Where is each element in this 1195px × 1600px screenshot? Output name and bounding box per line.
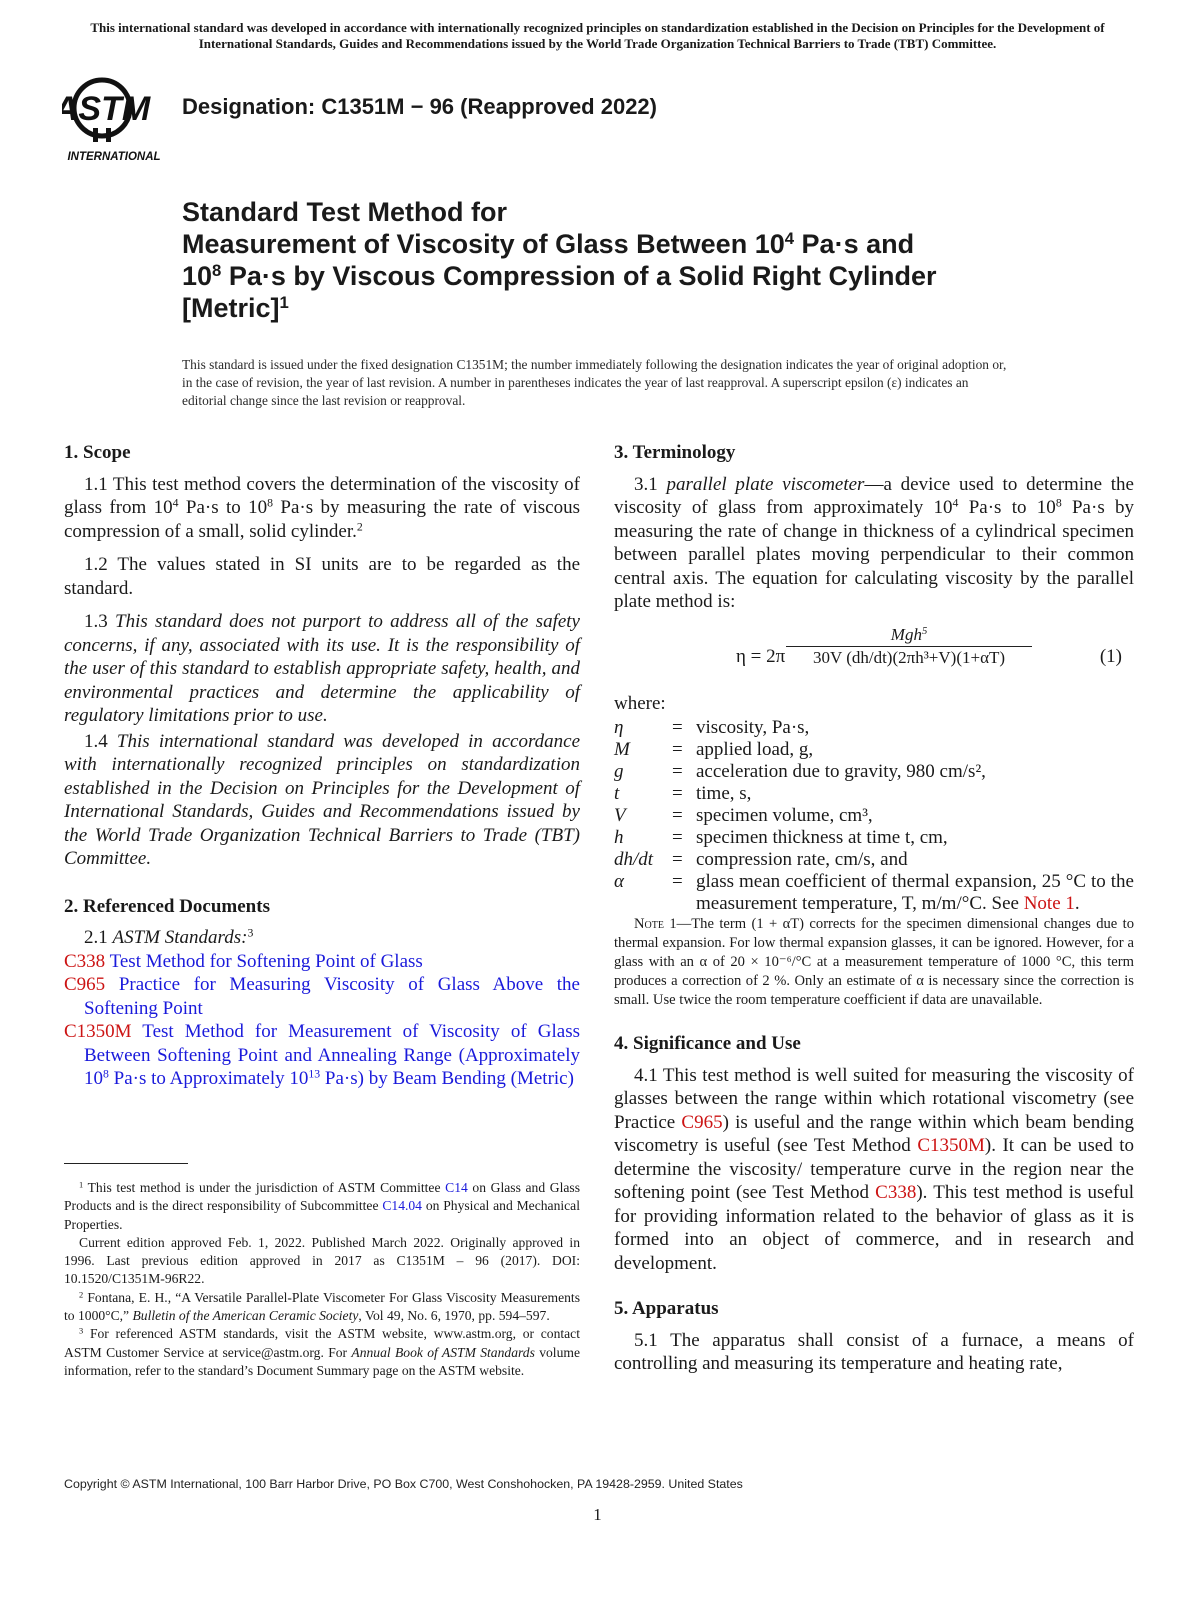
paragraph-4-1: 4.1 This test method is well suited for measuring the viscosity of glasses between the range within which rotational viscometry (see Practice C965) is useful and the range within which beam bending viscometry is useful (see Test Method C1350M). It can be used to determine the viscosity/ temperature curve in the region near the softening point (see Test Method C338). This test method is useful for providing information related to the behavior of glass as it is formed into an object of commerce, and in research and development. (614, 1064, 1135, 1274)
paragraph-1-4: 1.4 This international standard was developed in accordance with internationally recognized principles on standardization established in the Decision on Principles for the Development of International Standards, Guides and Recommendations issued by the World Trade Organization Technical Barriers to Trade (TBT) Committee. (64, 730, 581, 869)
section-heading-referenced-documents: 2. Referenced Documents (64, 895, 270, 917)
link-c14[interactable]: C14 (445, 1180, 468, 1195)
left-column (64, 441, 580, 1091)
title-line-2: Measurement of Viscosity of Glass Between $10^4$ Pa·s and (182, 228, 915, 259)
link-c338[interactable]: C338 (875, 1182, 917, 1203)
variable-definitions (614, 717, 1134, 915)
list-item: t = time, s, (614, 783, 752, 804)
paragraph-1-2: 1.2 The values stated in SI units are to be regarded as the standard. (64, 554, 580, 599)
list-item: η = viscosity, Pa·s, (614, 717, 810, 738)
list-item: M = applied load, g, (614, 739, 814, 760)
footnote-2: $^2$ Fontana, E. H., “A Versatile Parallel-Plate Viscometer For Glass Viscosity Measurements to 1000°C,” Bulletin of the American Ceramic Society, Vol 49, No. 6, 1970, pp. 594–597. (64, 1289, 580, 1324)
link-note-1[interactable]: Note 1 (1023, 893, 1075, 914)
astm-standards-label: 2.1 ASTM Standards:$^3$ (84, 926, 254, 948)
page-number: 1 (593, 1505, 602, 1524)
equation-denominator: 30V (dh/dt)(2πh³+V)(1+αT) (812, 647, 1006, 667)
paragraph-1-3: 1.3 This standard does not purport to address all of the safety concerns, if any, associated with its use. It is the responsibility of the user of this standard to establish appropriate safety, health, and environmental practices and determine the applicability of regulatory limitations prior to use. (64, 611, 580, 726)
equation-fraction (784, 624, 1034, 669)
section-heading-significance: 4. Significance and Use (614, 1033, 801, 1054)
title-line-1: Standard Test Method for (182, 197, 508, 227)
footnotes (64, 1179, 580, 1380)
title-line-4: [Metric]$^1$ (182, 292, 289, 323)
footnote-1: $^1$ This test method is under the jurisdiction of ASTM Committee C14 on Glass and Glass Products and is the direct responsibility of Subcommittee C14.04 on Physical and Mechanical Properties. (64, 1179, 580, 1232)
list-item: V = specimen volume, cm³, (614, 805, 873, 826)
section-heading-apparatus: 5. Apparatus (614, 1298, 719, 1319)
link-c965[interactable]: C965 (681, 1111, 723, 1133)
list-item: α = glass mean coefficient of thermal expansion, 25 °C to the measurement temperature, T, m/m/°C. See Note 1. (614, 871, 1134, 914)
section-heading-scope: 1. Scope (64, 442, 131, 463)
title-line-3: $10^8$ Pa·s by Viscous Compression of a Solid Right Cylinder (182, 260, 937, 291)
paragraph-1-1: 1.1 This test method covers the determination of the viscosity of glass from $10^4$ Pa·s to $10^8$ Pa·s by measuring the rate of viscous compression of a small, solid cylinder.$^2$ (64, 473, 581, 542)
paragraph-3-1: 3.1 parallel plate viscometer—a device used to determine the viscosity of glass from approximately $10^4$ Pa·s to $10^8$ Pa·s by measuring the rate of change in thickness of a cylindrical specimen between parallel plates moving perpendicular to their common central axis. The equation for calculating viscosity by the parallel plate method is: (614, 473, 1135, 612)
issuance-statement: This standard is issued under the fixed designation C1351M; the number immediately following the designation indicates the year of original adoption or, in the case of revision, the year of last revision. A number in parentheses indicates the year of last reapproval. A superscript epsilon (ε) indicates an editorial change since the last revision or reapproval. (182, 357, 1007, 408)
svg-text:ASTM: ASTM (62, 90, 151, 128)
equation-lhs: η = 2π (736, 645, 786, 667)
link-c14-04[interactable]: C14.04 (382, 1198, 422, 1214)
where-label: where: (614, 692, 666, 714)
ref-item-c338[interactable]: C338 Test Method for Softening Point of Glass (64, 950, 423, 972)
astm-logo (62, 70, 170, 166)
right-column (614, 441, 1134, 1376)
section-heading-terminology: 3. Terminology (614, 442, 736, 463)
list-item: g = acceleration due to gravity, 980 cm/s², (614, 761, 986, 782)
viscosity-equation (614, 624, 1134, 688)
footnote-divider (64, 1163, 188, 1164)
footnote-3: $^3$ For referenced ASTM standards, visit the ASTM website, www.astm.org, or contact ASTM Customer Service at service@astm.org. For Annual Book of ASTM Standards volume information, refer to the standard’s Document Summary page on the ASTM website. (64, 1325, 580, 1378)
document-title (182, 196, 1012, 324)
designation: Designation: C1351M − 96 (Reapproved 2022) (182, 94, 657, 119)
ref-item-c1350m[interactable]: C1350M Test Method for Measurement of Viscosity of Glass Between Softening Point and Annealing Range (Approximately $10^8$ Pa·s to Approximately $10^{13}$ Pa·s) by Beam Bending (Metric) (64, 1021, 580, 1089)
svg-text:INTERNATIONAL: INTERNATIONAL (67, 151, 161, 163)
note-1: Note 1—The term (1 + αT) corrects for the specimen dimensional changes due to thermal expansion. For low thermal expansion glasses, it can be ignored. However, for a glass with an α of 20 × 10⁻⁶/°C at a measurement temperature of 1000 °C, this term produces a correction of 2 %. Only an estimate of α is necessary since the correction is small. Use twice the room temperature coefficient if data are unavailable. (614, 916, 1134, 1008)
link-c1350m[interactable]: C1350M (917, 1135, 985, 1156)
astm-logo-mark (62, 70, 170, 166)
list-item: dh/dt = compression rate, cm/s, and (614, 849, 908, 870)
equation-numerator: Mgh$^5$ (890, 624, 928, 644)
paragraph-5-1: 5.1 The apparatus shall consist of a furnace, a means of controlling and measuring its temperature and heating rate, (614, 1329, 1134, 1374)
equation-number: (1) (1099, 645, 1122, 667)
copyright-line: Copyright © ASTM International, 100 Barr Harbor Drive, PO Box C700, West Conshohocken, PA 19428-2959. United States (64, 1477, 743, 1491)
list-item: h = specimen thickness at time t, cm, (614, 827, 948, 848)
ref-item-c965[interactable]: C965 Practice for Measuring Viscosity of Glass Above the Softening Point (64, 974, 580, 1019)
header-notice: This international standard was developed in accordance with internationally recognized principles on standardization established in the Decision on Principles for the Development of International Standards, Guides and Recommendations issued by the World Trade Organization Technical Barriers to Trade (TBT) Committee. (90, 20, 1105, 51)
footnote-1-edition: Current edition approved Feb. 1, 2022. Published March 2022. Originally approved in 1996. Last previous edition approved in 2017 as C1351M – 96 (2017). DOI: 10.1520/C1351M-96R22. (64, 1234, 580, 1287)
